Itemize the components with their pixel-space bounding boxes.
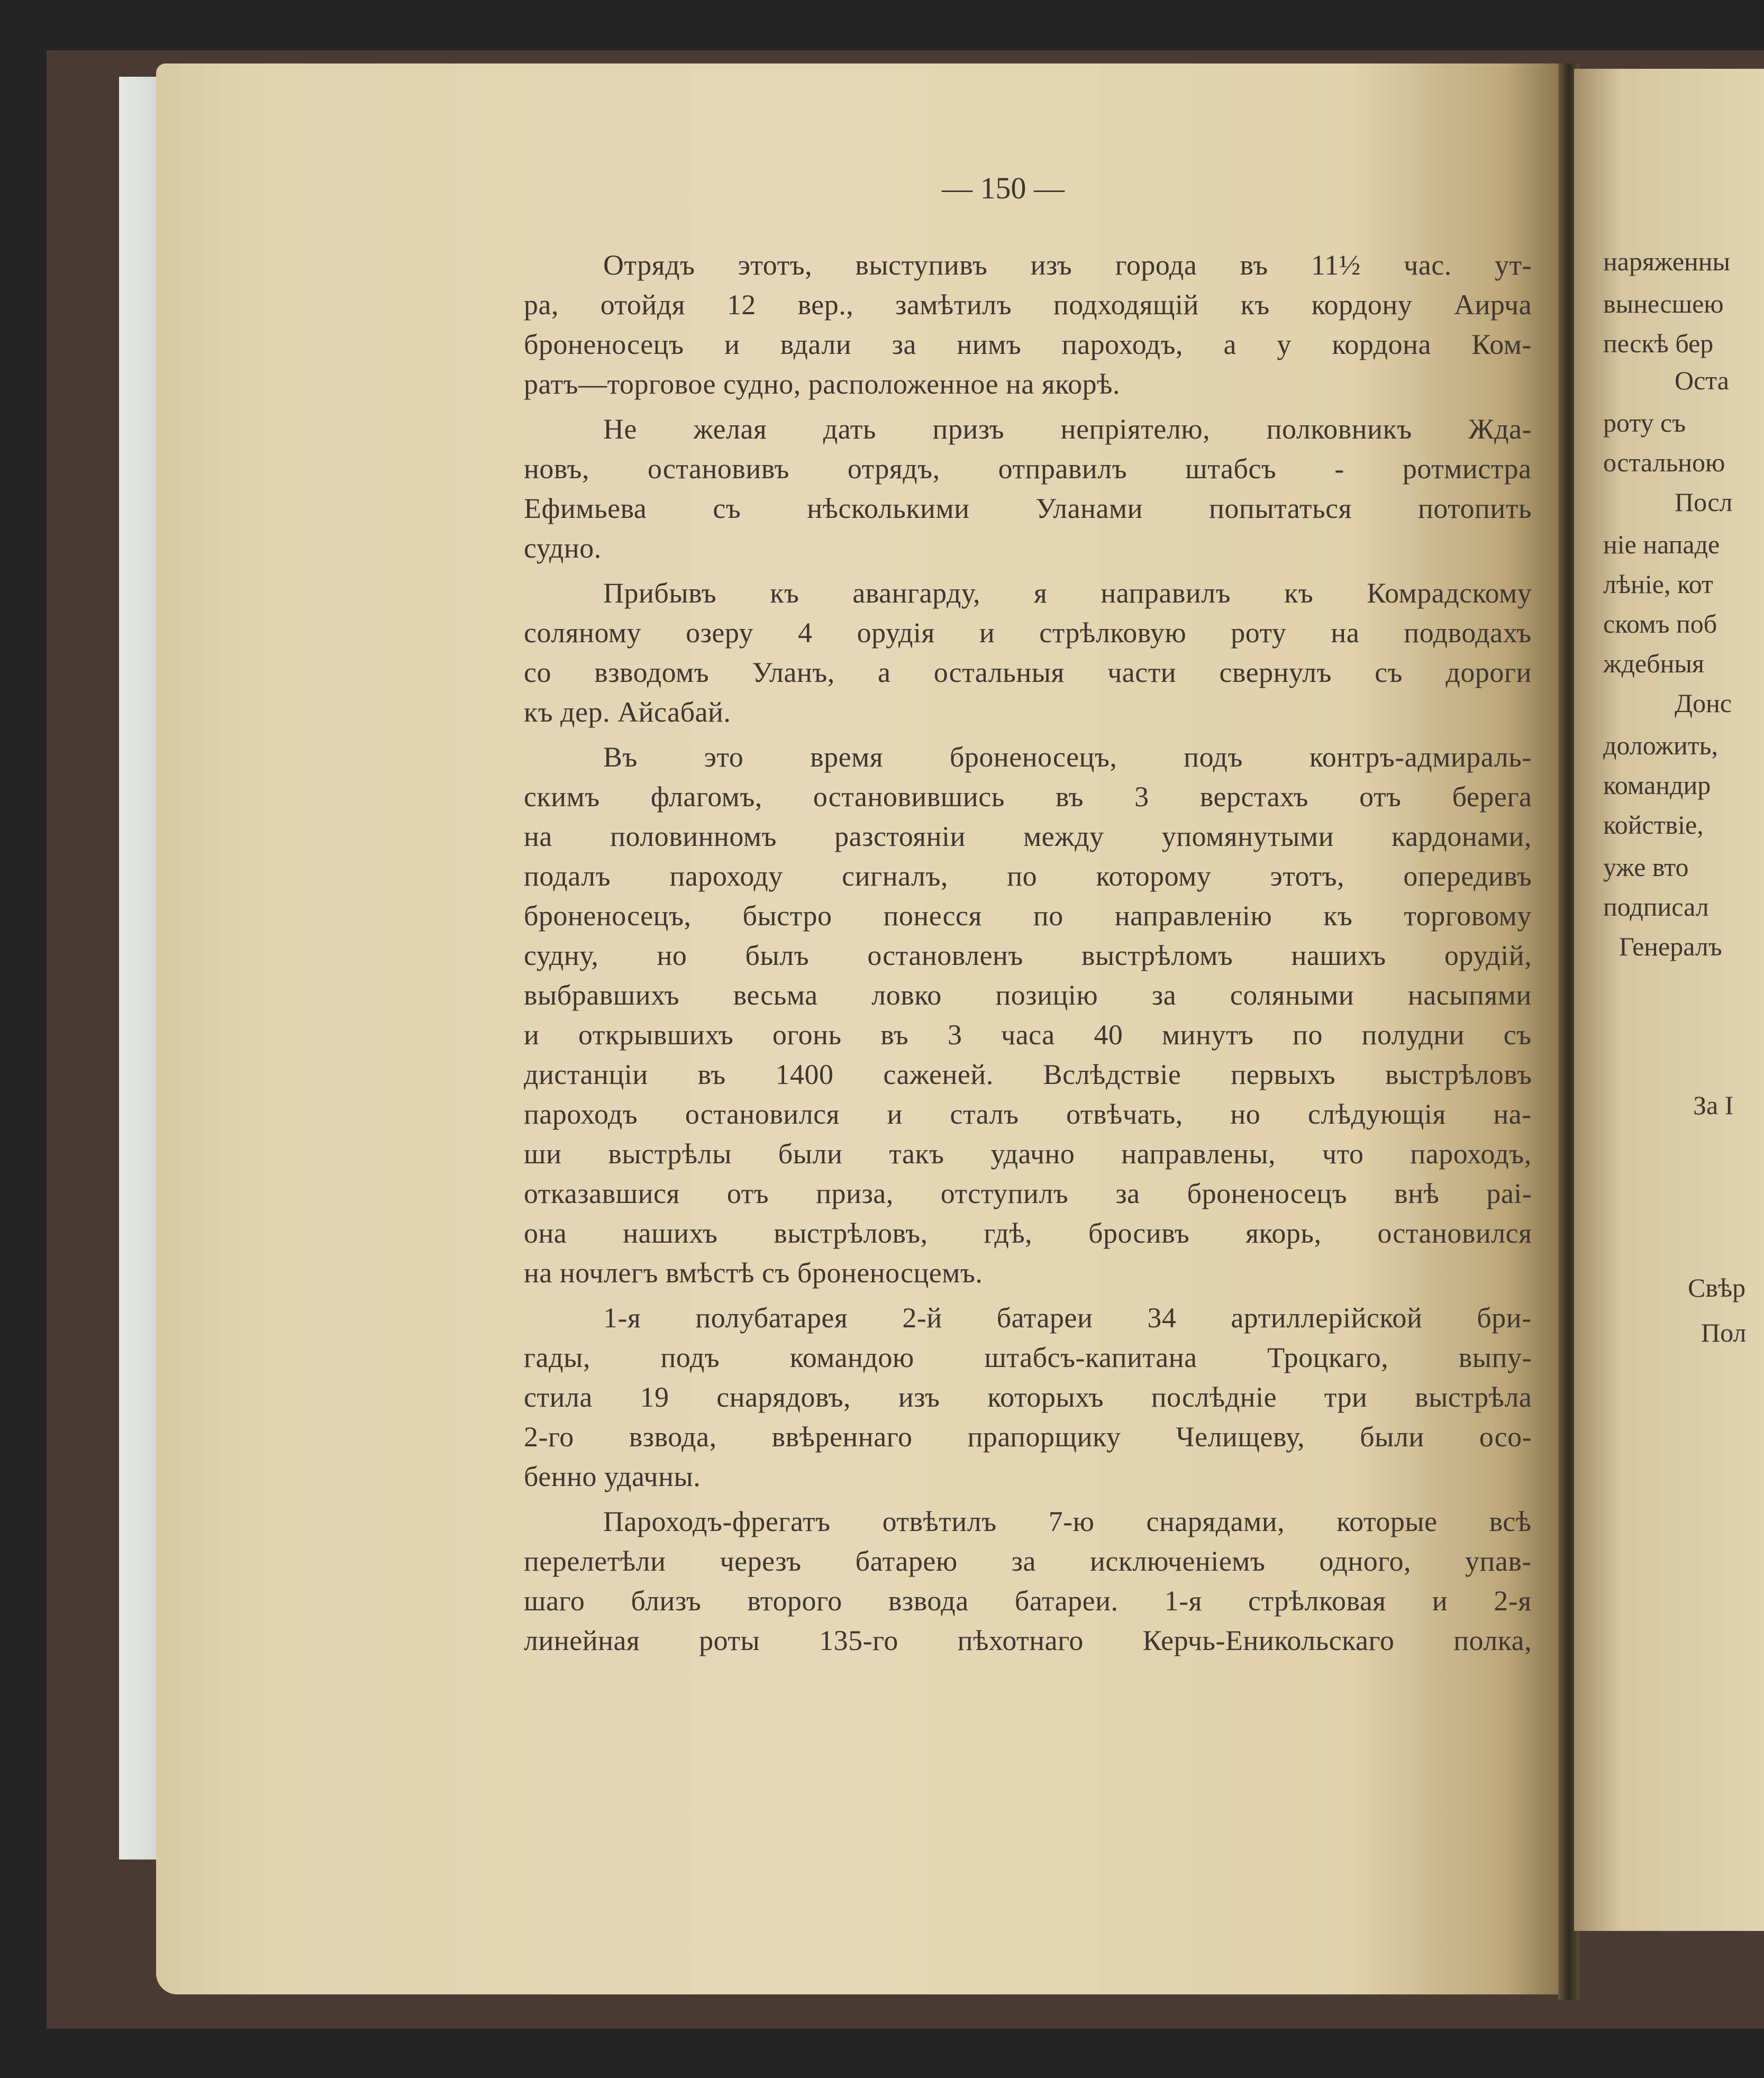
page-number: — 150 — <box>942 171 1065 205</box>
text-line: со взводомъ Уланъ, а остальныя части свернулъ съ дороги <box>524 657 1532 688</box>
text-line: судно. <box>524 532 602 564</box>
text-line: уже вто <box>1603 852 1689 882</box>
text-line: броненосецъ и вдали за нимъ пароходъ, а у кордона Ком- <box>524 329 1532 360</box>
text-line: ши выстрѣлы были такъ удачно направлены, что пароходъ, <box>524 1138 1532 1170</box>
text-line: Пароходъ-фрегатъ отвѣтилъ 7-ю снарядами, которые всѣ <box>603 1506 1532 1537</box>
text-line: Отрядъ этотъ, выступивъ изъ города въ 11½ час. ут- <box>603 249 1532 281</box>
text-line: остальною <box>1603 448 1725 477</box>
text-line: шаго близъ второго взвода батареи. 1-я стрѣлковая и 2-я <box>524 1585 1532 1617</box>
text-line: судну, но былъ остановленъ выстрѣломъ нашихъ орудій, <box>524 940 1532 971</box>
text-line: къ дер. Айсабай. <box>524 696 731 728</box>
text-line: Донс <box>1675 688 1732 718</box>
text-line: Ефимьева съ нѣсколькими Уланами попытаться потопить <box>524 493 1532 524</box>
text-line: ра, отойдя 12 вер., замѣтилъ подходящій къ кордону Аирча <box>524 289 1532 321</box>
text-line: Свѣр <box>1688 1273 1746 1302</box>
text-line: скомъ поб <box>1603 609 1717 639</box>
text-line: Оста <box>1675 366 1729 395</box>
text-line: Посл <box>1675 487 1733 517</box>
text-line: скимъ флагомъ, остановившись въ 3 верстахъ отъ берега <box>524 781 1532 813</box>
text-line: ніе нападе <box>1603 530 1720 559</box>
text-line: стила 19 снарядовъ, изъ которыхъ послѣдніе три выстрѣла <box>524 1381 1532 1413</box>
text-line: За І <box>1693 1090 1734 1120</box>
text-line: доложить, <box>1603 731 1718 760</box>
text-line: Генералъ <box>1619 932 1722 961</box>
text-line: Прибывъ къ авангарду, я направилъ къ Комрадскому <box>603 577 1532 609</box>
text-line: выбравшихъ весьма ловко позицію за соляными насыпями <box>524 979 1532 1011</box>
text-line: на ночлегъ вмѣстѣ съ броненосцемъ. <box>524 1257 983 1289</box>
text-line: ждебныя <box>1603 649 1704 678</box>
text-line: подписал <box>1603 892 1709 922</box>
text-line: линейная роты 135-го пѣхотнаго Керчь-Еникольскаго полка, <box>524 1625 1532 1656</box>
text-line: новъ, остановивъ отрядъ, отправилъ штабсъ - ротмистра <box>524 453 1532 485</box>
text-line: броненосецъ, быстро понесся по направленію къ торговому <box>524 900 1532 932</box>
text-line: роту съ <box>1603 408 1686 438</box>
text-line: подалъ пароходу сигналъ, по которому этотъ, опередивъ <box>524 860 1532 892</box>
text-line: Пол <box>1701 1318 1747 1347</box>
text-line: наряженны <box>1603 247 1731 276</box>
text-line: бенно удачны. <box>524 1461 701 1492</box>
text-line: пескѣ бер <box>1603 329 1714 358</box>
text-line: и открывшихъ огонь въ 3 часа 40 минутъ по полудни съ <box>524 1019 1532 1051</box>
text-line: койствіе, <box>1603 810 1704 840</box>
text-line: Въ это время броненосецъ, подъ контръ-адмираль- <box>603 741 1532 773</box>
text-line: вынесшею <box>1603 289 1724 318</box>
text-line: соляному озеру 4 орудія и стрѣлковую роту на подводахъ <box>524 617 1532 649</box>
text-line: пароходъ остановился и сталъ отвѣчать, но слѣдующія на- <box>524 1098 1532 1130</box>
text-line: она нашихъ выстрѣловъ, гдѣ, бросивъ якорь, остановился <box>524 1217 1532 1249</box>
text-line: командир <box>1603 770 1711 800</box>
text-line: 2-го взвода, ввѣреннаго прапорщику Челищеву, были осо- <box>524 1421 1532 1453</box>
text-line: отказавшися отъ приза, отступилъ за броненосецъ внѣ раі- <box>524 1178 1532 1209</box>
text-line: ратъ—торговое судно, расположенное на якорѣ. <box>524 368 1120 400</box>
text-line: Не желая дать призъ непріятелю, полковникъ Жда- <box>603 413 1532 445</box>
text-line: перелетѣли черезъ батарею за исключеніемъ одного, упав- <box>524 1545 1532 1577</box>
text-line: гады, подъ командою штабсъ-капитана Троцкаго, выпу- <box>524 1342 1532 1373</box>
text-line: на половинномъ разстояніи между упомянутыми кардонами, <box>524 821 1532 852</box>
text-line: дистанціи въ 1400 саженей. Вслѣдствіе первыхъ выстрѣловъ <box>524 1059 1532 1090</box>
text-line: лѣніе, кот <box>1603 569 1713 599</box>
text-line: 1-я полубатарея 2-й батареи 34 артиллерійской бри- <box>603 1302 1532 1334</box>
